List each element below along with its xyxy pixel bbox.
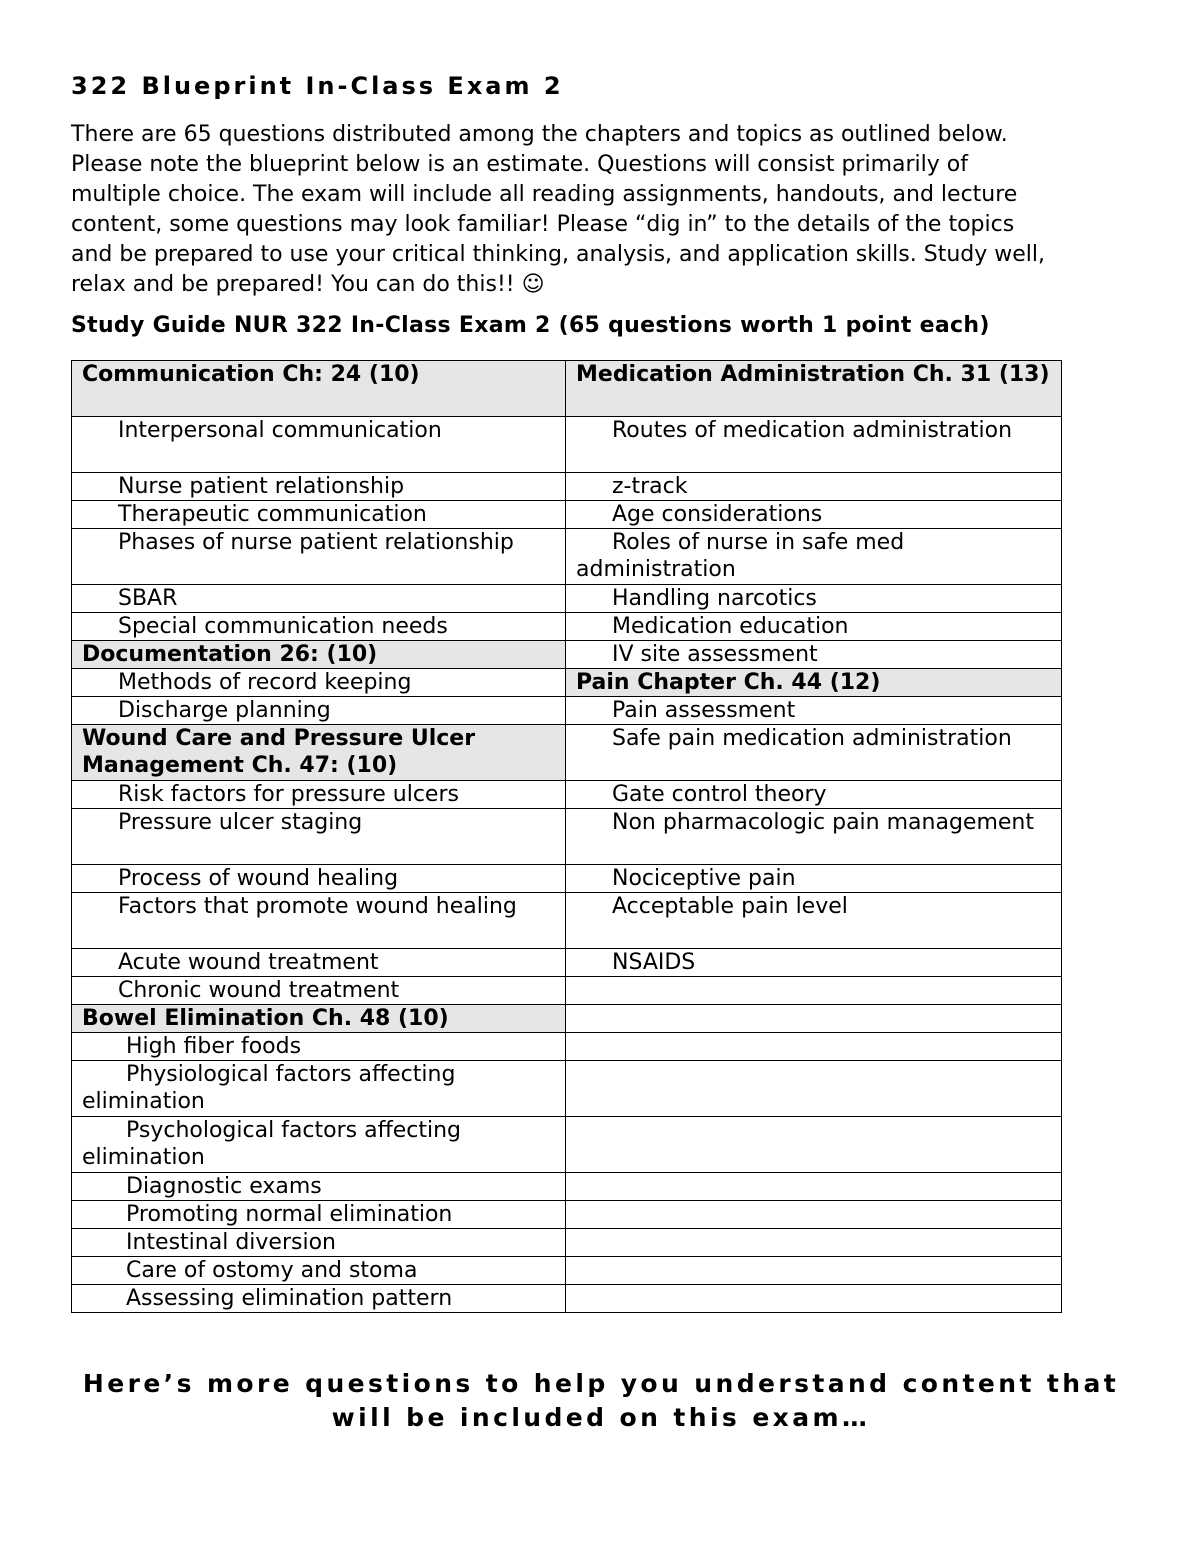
cell-text: Non pharmacologic pain management xyxy=(612,810,1034,835)
topic-cell xyxy=(72,1285,566,1313)
table-row xyxy=(72,417,1062,473)
table-row xyxy=(72,1173,1062,1201)
cell-text: Special communication needs xyxy=(118,614,448,639)
intro-line: relax and be prepared! You can do this!! ☺ xyxy=(71,272,545,297)
topic-cell xyxy=(72,949,566,977)
cell-text: Assessing elimination pattern xyxy=(126,1286,453,1311)
cell-text: Acute wound treatment xyxy=(118,950,379,975)
topic-cell xyxy=(72,529,566,585)
table-row xyxy=(72,641,1062,669)
topic-cell xyxy=(72,1257,566,1285)
topic-cell xyxy=(566,529,1062,585)
cell-text: Medication Administration Ch. 31 (13) xyxy=(576,362,1050,387)
empty-cell xyxy=(566,977,1062,1005)
section-heading-cell xyxy=(566,361,1062,417)
cell-text: Interpersonal communication xyxy=(118,418,442,443)
topic-cell xyxy=(566,585,1062,613)
cell-text: Nociceptive pain xyxy=(612,866,796,891)
cell-text: Chronic wound treatment xyxy=(118,978,400,1003)
cell-text: Pain assessment xyxy=(612,698,796,723)
cell-text: Communication Ch: 24 (10) xyxy=(82,362,420,387)
cell-text: Acceptable pain level xyxy=(612,894,848,919)
intro-line: Please note the blueprint below is an estimate. Questions will consist primarily of xyxy=(71,152,968,177)
empty-cell xyxy=(566,1201,1062,1229)
table-row xyxy=(72,1033,1062,1061)
empty-cell xyxy=(566,1285,1062,1313)
footer-note xyxy=(71,1367,1131,1435)
table-row xyxy=(72,501,1062,529)
topic-cell xyxy=(72,473,566,501)
table-row xyxy=(72,865,1062,893)
cell-text: Phases of nurse patient relationship xyxy=(118,530,514,555)
footer-line: will be included on this exam… xyxy=(331,1403,871,1432)
topic-cell xyxy=(72,669,566,697)
topic-cell xyxy=(72,809,566,865)
table-row xyxy=(72,1257,1062,1285)
topic-cell xyxy=(72,1117,566,1173)
topic-cell xyxy=(72,781,566,809)
footer-line: Here’s more questions to help you understand content that xyxy=(82,1369,1120,1398)
cell-text: Psychological factors affecting elimination xyxy=(82,1118,462,1170)
cell-text: SBAR xyxy=(118,586,178,611)
cell-text: Therapeutic communication xyxy=(118,502,427,527)
intro-line: and be prepared to use your critical thinking, analysis, and application skills. Study well, xyxy=(71,242,1045,267)
topic-cell xyxy=(72,697,566,725)
cell-text: Bowel Elimination Ch. 48 (10) xyxy=(82,1006,449,1031)
cell-text: High fiber foods xyxy=(126,1034,302,1059)
table-row xyxy=(72,781,1062,809)
cell-text: Safe pain medication administration xyxy=(612,726,1012,751)
topic-cell xyxy=(566,949,1062,977)
table-row xyxy=(72,585,1062,613)
cell-text: Factors that promote wound healing xyxy=(118,894,517,919)
cell-text: NSAIDS xyxy=(612,950,696,975)
intro-line: multiple choice. The exam will include all reading assignments, handouts, and lecture xyxy=(71,182,1018,207)
topic-cell xyxy=(566,417,1062,473)
topic-cell xyxy=(566,697,1062,725)
topic-cell xyxy=(566,725,1062,781)
topic-cell xyxy=(72,613,566,641)
table-row xyxy=(72,1061,1062,1117)
table-row xyxy=(72,1285,1062,1313)
cell-text: Gate control theory xyxy=(612,782,827,807)
cell-text: Roles of nurse in safe med administration xyxy=(576,530,905,582)
topic-cell xyxy=(566,781,1062,809)
cell-text: Care of ostomy and stoma xyxy=(126,1258,418,1283)
cell-text: Routes of medication administration xyxy=(612,418,1013,443)
cell-text: Handling narcotics xyxy=(612,586,817,611)
table-row xyxy=(72,669,1062,697)
cell-text: Documentation 26: (10) xyxy=(82,642,378,667)
cell-text: z-track xyxy=(612,474,688,499)
table-row xyxy=(72,1117,1062,1173)
topic-cell xyxy=(566,809,1062,865)
topic-cell xyxy=(566,501,1062,529)
topic-cell xyxy=(566,865,1062,893)
topic-cell xyxy=(72,893,566,949)
empty-cell xyxy=(566,1061,1062,1117)
table-row xyxy=(72,725,1062,781)
topic-cell xyxy=(72,1173,566,1201)
empty-cell xyxy=(566,1173,1062,1201)
topic-cell xyxy=(72,1201,566,1229)
table-row xyxy=(72,361,1062,417)
intro-line: There are 65 questions distributed among the chapters and topics as outlined below. xyxy=(71,122,1008,147)
study-guide-heading: Study Guide NUR 322 In-Class Exam 2 (65 questions worth 1 point each) xyxy=(71,313,990,338)
topic-cell xyxy=(72,865,566,893)
topic-cell xyxy=(72,1229,566,1257)
cell-text: Intestinal diversion xyxy=(126,1230,336,1255)
cell-text: Pain Chapter Ch. 44 (12) xyxy=(576,670,881,695)
topic-cell xyxy=(72,977,566,1005)
intro-line: content, some questions may look familiar! Please “dig in” to the details of the topics xyxy=(71,212,1015,237)
cell-text: Diagnostic exams xyxy=(126,1174,322,1199)
table-row xyxy=(72,949,1062,977)
cell-text: Wound Care and Pressure Ulcer Management Ch. 47: (10) xyxy=(82,726,476,778)
document-title: 322 Blueprint In-Class Exam 2 xyxy=(71,72,564,100)
section-heading-cell xyxy=(72,1005,566,1033)
table-row xyxy=(72,1005,1062,1033)
topic-cell xyxy=(72,1061,566,1117)
table-row xyxy=(72,809,1062,865)
cell-text: Risk factors for pressure ulcers xyxy=(118,782,459,807)
cell-text: Discharge planning xyxy=(118,698,331,723)
topic-cell xyxy=(72,585,566,613)
table-row xyxy=(72,977,1062,1005)
empty-cell xyxy=(566,1117,1062,1173)
empty-cell xyxy=(566,1229,1062,1257)
table-row xyxy=(72,893,1062,949)
table-row xyxy=(72,613,1062,641)
cell-text: Pressure ulcer staging xyxy=(118,810,363,835)
cell-text: Methods of record keeping xyxy=(118,670,412,695)
topic-cell xyxy=(566,641,1062,669)
section-heading-cell xyxy=(72,641,566,669)
empty-cell xyxy=(566,1005,1062,1033)
topic-cell xyxy=(72,1033,566,1061)
section-heading-cell xyxy=(72,361,566,417)
cell-text: Nurse patient relationship xyxy=(118,474,405,499)
table-row xyxy=(72,1201,1062,1229)
topic-cell xyxy=(72,501,566,529)
section-heading-cell xyxy=(566,669,1062,697)
cell-text: Promoting normal elimination xyxy=(126,1202,453,1227)
table-row xyxy=(72,529,1062,585)
table-row xyxy=(72,697,1062,725)
cell-text: IV site assessment xyxy=(612,642,818,667)
topic-cell xyxy=(566,473,1062,501)
cell-text: Age considerations xyxy=(612,502,823,527)
table-row xyxy=(72,473,1062,501)
cell-text: Physiological factors affecting elimination xyxy=(82,1062,456,1114)
empty-cell xyxy=(566,1033,1062,1061)
topic-cell xyxy=(72,417,566,473)
empty-cell xyxy=(566,1257,1062,1285)
intro-paragraph xyxy=(71,120,1131,300)
topic-cell xyxy=(566,613,1062,641)
topic-cell xyxy=(566,893,1062,949)
table-row xyxy=(72,1229,1062,1257)
cell-text: Process of wound healing xyxy=(118,866,399,891)
blueprint-table xyxy=(71,360,1062,1313)
section-heading-cell xyxy=(72,725,566,781)
cell-text: Medication education xyxy=(612,614,849,639)
